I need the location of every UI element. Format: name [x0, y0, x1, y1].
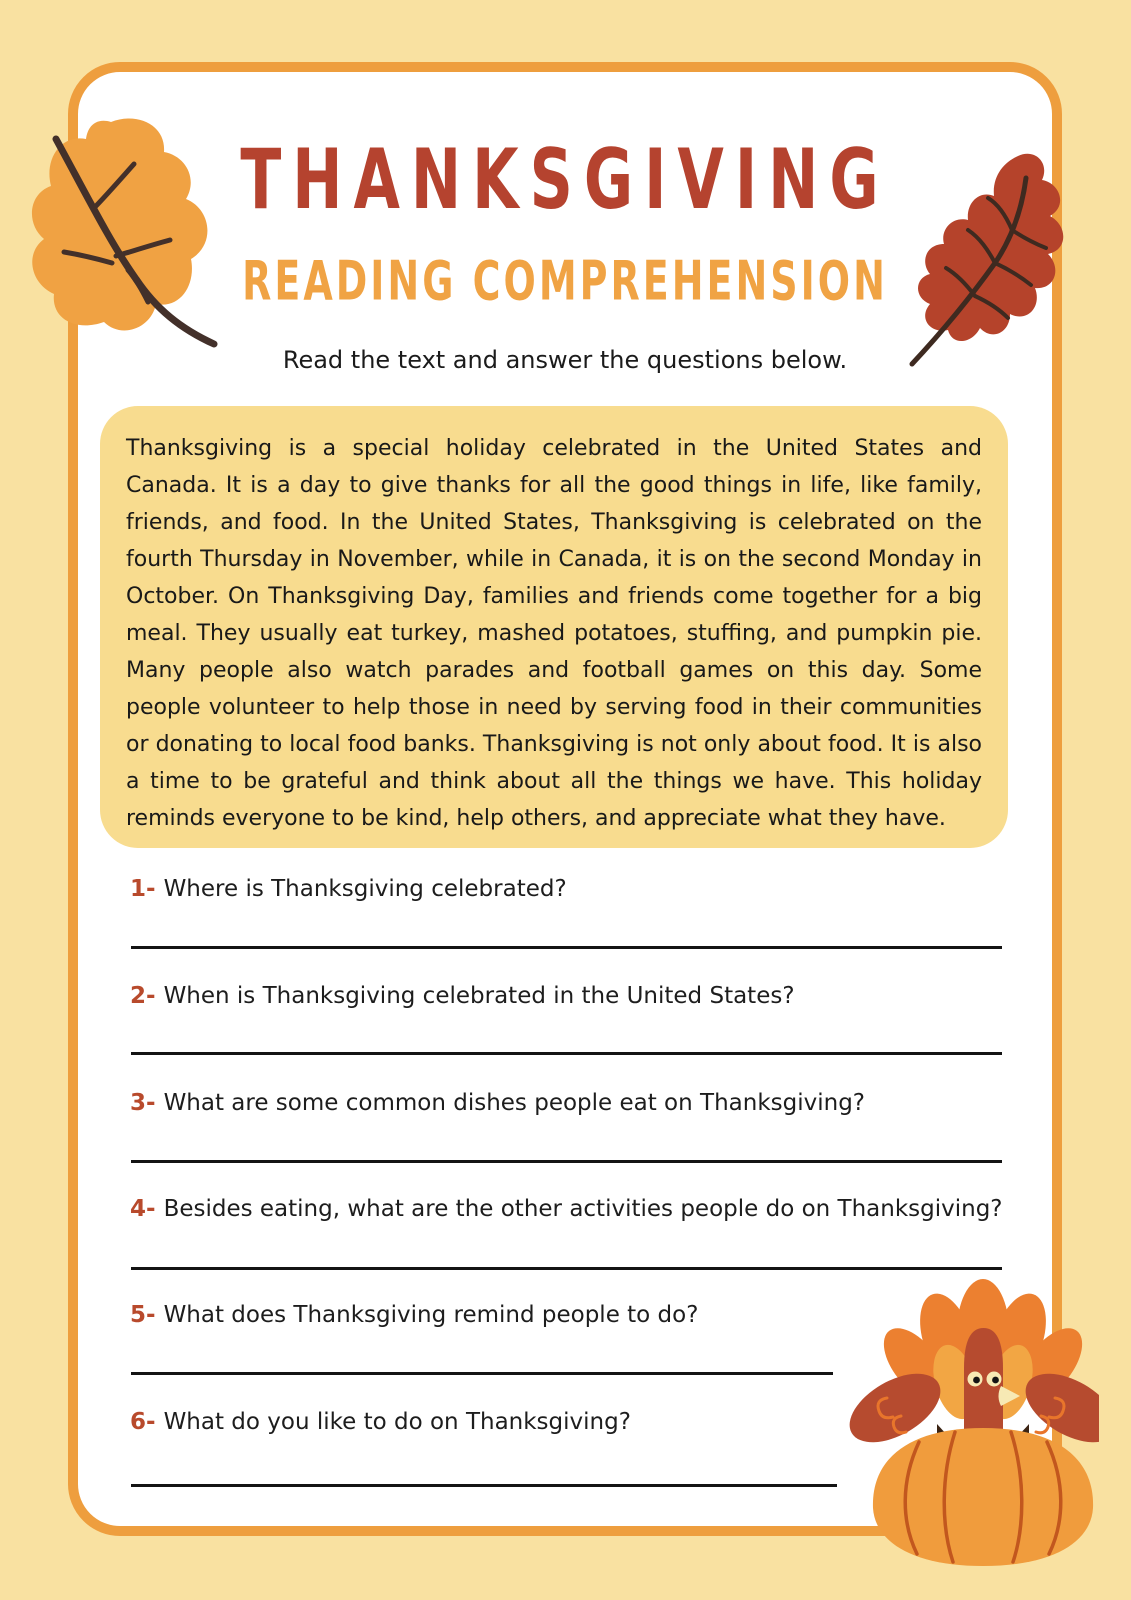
turkey-in-pumpkin-icon: [843, 1276, 1099, 1572]
worksheet-instruction: Read the text and answer the questions below.: [282, 346, 848, 374]
question-6-number: 6-: [130, 1409, 156, 1435]
question-6-text: What do you like to do on Thanksgiving?: [163, 1409, 631, 1435]
question-2-number: 2-: [130, 983, 156, 1009]
question-2: [130, 983, 1020, 1009]
answer-line-3: [131, 1160, 1002, 1163]
question-4: [130, 1196, 1020, 1222]
question-1-text: Where is Thanksgiving celebrated?: [163, 876, 567, 902]
answer-line-5: [131, 1372, 833, 1375]
question-1: [130, 876, 1020, 902]
answer-line-2: [131, 1052, 1002, 1055]
answer-line-6: [131, 1484, 837, 1487]
question-5-text: What does Thanksgiving remind people to do?: [163, 1302, 699, 1328]
question-3-text: What are some common dishes people eat on Thanksgiving?: [163, 1090, 865, 1116]
answer-line-1: [131, 946, 1002, 949]
reading-passage: Thanksgiving is a special holiday celebrated in the United States and Canada. It is a day to give thanks for all the good things in life, like family, friends, and food. In the United States, Thanksgiving is celebrated on the fourth Thursday in November, while in Canada, it is on the second Monday in October. On Thanksgiving Day, families and friends come together for a big meal. They usually eat turkey, mashed potatoes, stuffing, and pumpkin pie. Many people also watch parades and football games on this day. Some people volunteer to help those in need by serving food in their communities or donating to local food banks. Thanksgiving is not only about food. It is also a time to be grateful and think about all the things we have. This holiday reminds everyone to be kind, help others, and appreciate what they have.: [100, 406, 1008, 848]
question-2-text: When is Thanksgiving celebrated in the United States?: [163, 983, 795, 1009]
worksheet-title: THANKSGIVING: [240, 132, 890, 229]
question-4-text: Besides eating, what are the other activities people do on Thanksgiving?: [163, 1196, 1003, 1222]
question-1-number: 1-: [130, 876, 156, 902]
worksheet-subtitle: READING COMPREHENSION: [242, 250, 888, 313]
question-3-number: 3-: [130, 1090, 156, 1116]
question-3: [130, 1090, 1020, 1116]
answer-line-4: [131, 1267, 1002, 1270]
question-5-number: 5-: [130, 1302, 156, 1328]
question-4-number: 4-: [130, 1196, 156, 1222]
